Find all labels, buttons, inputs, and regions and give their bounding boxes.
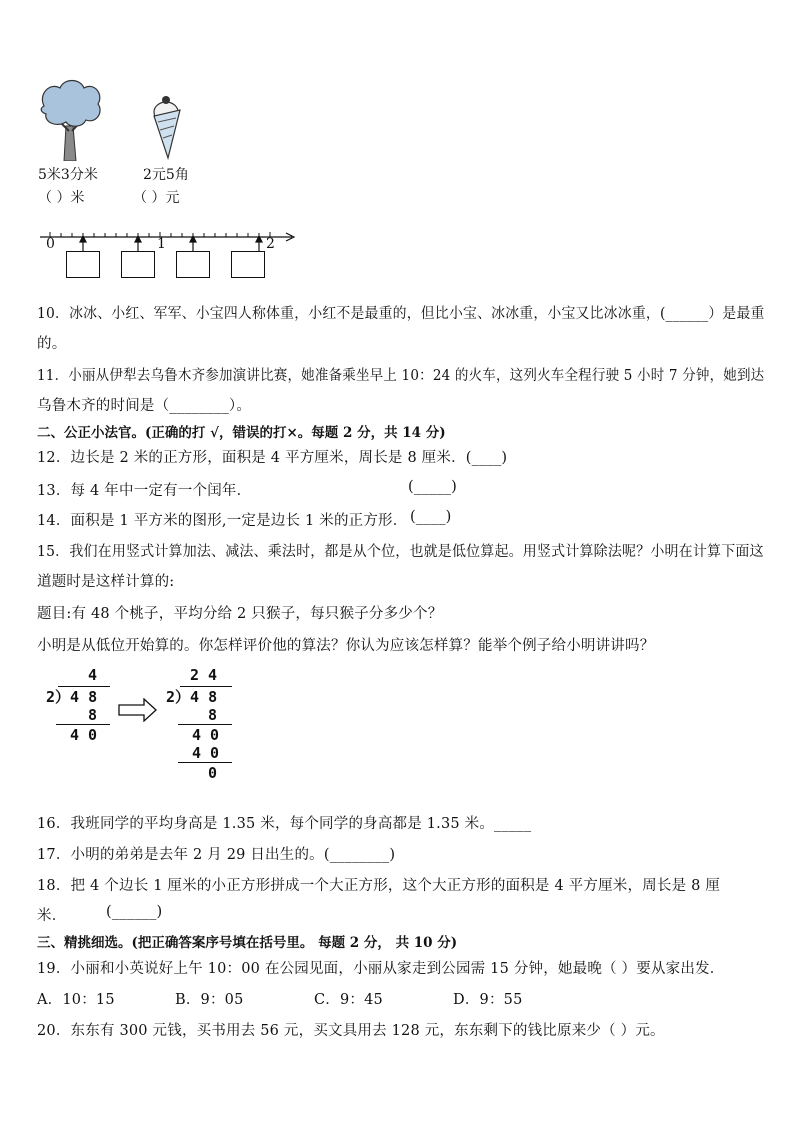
- question-14: 14．面积是 1 平方米的图形,一定是边长 1 米的正方形．: [37, 513, 408, 529]
- division-right-subtract-1: 8: [208, 706, 218, 724]
- icecream-caption: 2元5角: [143, 167, 189, 183]
- division-left-subtract: 8: [88, 706, 98, 724]
- numberline-box-3[interactable]: [176, 251, 210, 278]
- tree-answer-blank: （ ）米: [38, 190, 85, 206]
- question-19-option-c[interactable]: C．9：45: [314, 992, 383, 1008]
- division-left-quotient: 4: [88, 666, 98, 684]
- division-right-remainder-1: 4 0: [192, 726, 220, 744]
- question-15-line2: 道题时是这样计算的:: [37, 574, 175, 590]
- question-10-line2: 的。: [37, 336, 67, 352]
- division-right: [166, 664, 256, 782]
- tree-caption: 5米3分米: [38, 167, 98, 183]
- tree-illustration: [36, 76, 106, 161]
- division-right-dividend: 2）4 8: [166, 688, 218, 706]
- numberline-box-1[interactable]: [66, 251, 100, 278]
- question-19-option-b[interactable]: B．9：05: [175, 992, 244, 1008]
- question-12: 12．边长是 2 米的正方形，面积是 4 平方厘米，周长是 8 厘米．(____): [37, 450, 508, 466]
- question-17: 17．小明的弟弟是去年 2 月 29 日出生的。(________): [37, 847, 396, 863]
- question-19: 19．小丽和小英说好上午 10：00 在公园见面，小丽从家走到公园需 15 分钟，她最晚（ ）要从家出发．: [37, 961, 725, 977]
- division-right-quotient: 2 4: [190, 666, 218, 684]
- division-left-remainder: 4 0: [70, 726, 98, 744]
- question-13-blank[interactable]: (_____): [408, 479, 457, 495]
- question-19-option-a[interactable]: A．10：15: [37, 992, 115, 1008]
- question-11-line2: 乌鲁木齐的时间是（________）。: [37, 398, 252, 414]
- division-right-subtract-2: 4 0: [192, 744, 220, 762]
- section-3-heading: 三、精挑细选。(把正确答案序号填在括号里。 每题 2 分， 共 10 分): [37, 935, 458, 951]
- numberline-box-2[interactable]: [121, 251, 155, 278]
- division-right-rule-1: [178, 724, 232, 725]
- question-19-option-d[interactable]: D．9：55: [453, 992, 523, 1008]
- question-20: 20．东东有 300 元钱，买书用去 56 元，买文具用去 128 元，东东剩下的钱比原来少（ ）元。: [37, 1023, 665, 1039]
- division-left: [30, 664, 120, 748]
- icecream-answer-blank: （ ）元: [133, 190, 180, 206]
- question-14-blank[interactable]: (____): [410, 509, 452, 525]
- question-13: 13．每 4 年中一定有一个闰年．: [37, 483, 252, 499]
- question-11-line1: 11．小丽从伊犁去乌鲁木齐参加演讲比赛，她准备乘坐早上 10：24 的火车，这列火车全程行驶 5 小时 7 分钟，她到达: [37, 368, 765, 384]
- numberline-box-4[interactable]: [231, 251, 265, 278]
- question-15-line3: 题目:有 48 个桃子，平均分给 2 只猴子，每只猴子分多少个？: [37, 606, 443, 622]
- numberline-label-0: 0: [46, 236, 55, 252]
- ice-cream-illustration: [142, 92, 192, 160]
- question-10-line1: 10．冰冰、小红、军军、小宝四人称体重，小红不是最重的，但比小宝、冰冰重，小宝又比冰冰重，(______）是最重: [37, 306, 765, 322]
- question-18-blank[interactable]: (______): [106, 904, 163, 920]
- numberline-label-1: 1: [157, 236, 166, 252]
- question-15-line4: 小明是从低位开始算的。你怎样评价他的算法？你认为应该怎样算？能举个例子给小明讲讲吗？: [37, 638, 655, 654]
- question-18-line1: 18．把 4 个边长 1 厘米的小正方形拼成一个大正方形，这个大正方形的面积是 4 平方厘米，周长是 8 厘: [37, 878, 721, 894]
- question-15-line1: 15．我们在用竖式计算加法、减法、乘法时，都是从个位，也就是低位算起。用竖式计算除法呢？小明在计算下面这: [37, 544, 764, 560]
- division-right-result: 0: [208, 764, 218, 782]
- division-left-dividend: 2）4 8: [46, 688, 98, 706]
- division-left-rule: [56, 724, 110, 725]
- numberline-label-2: 2: [266, 236, 275, 252]
- question-16: 16．我班同学的平均身高是 1.35 米，每个同学的身高都是 1.35 米。_____: [37, 816, 532, 832]
- division-right-rule-2: [178, 762, 232, 763]
- section-2-heading: 二、公正小法官。(正确的打 √，错误的打×。每题 2 分，共 14 分): [37, 425, 446, 441]
- arrow-icon: [118, 698, 158, 722]
- question-18-line2: 米．: [37, 908, 67, 924]
